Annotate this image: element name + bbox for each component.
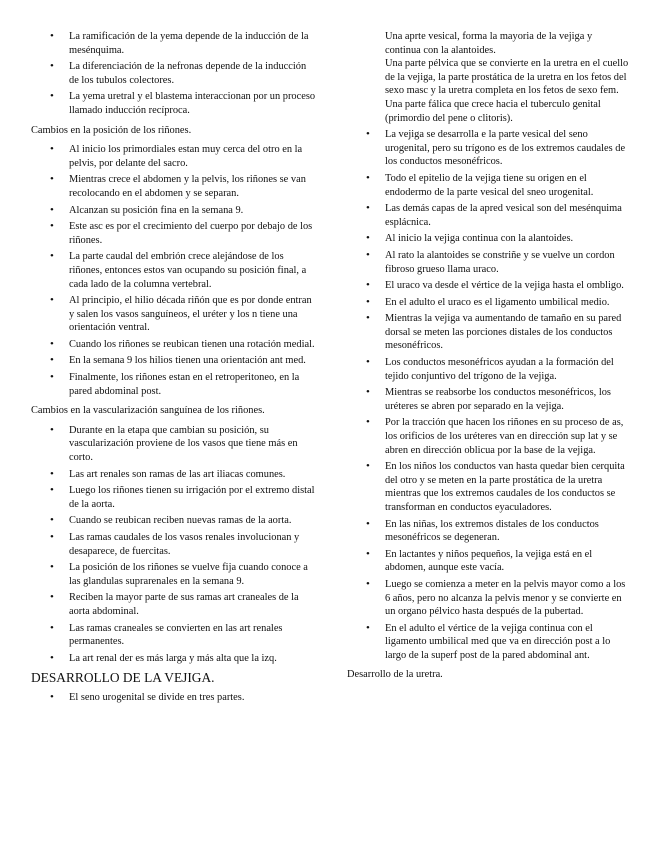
list-item: • Mientras crece el abdomen y la pelvis, los riñones se van recolocando en el abdomen y se separan. — [50, 173, 306, 199]
list-item: • La diferenciación de la nefronas depende de la inducción de los tubulos colectores. — [50, 60, 307, 86]
section-heading-vascularizacion: Cambios en la vascularización sanguínea de los riñones. — [31, 405, 265, 417]
list-item: • Al rato la alantoides se constriñe y se vuelve un cordon fibroso grueso llama uraco. — [366, 248, 615, 275]
list-item: • La art renal der es más larga y más alta que la izq. — [50, 651, 277, 664]
list-item: • La vejiga se desarrolla e la parte vesical del seno urogenital, pero su trígono es de los extremos caudales de los conductos mesonéfricos. — [366, 128, 626, 168]
sub-paragraph: Una parte pélvica que se convierte en la uretra en el cuello de la vejiga, la parte prostática de la uretra en los fetos del sexo masc y la uretra completa en los fetos de sexo fem. — [385, 58, 629, 97]
sub-paragraph: Una parte fálica que crece hacia el tuberculo genital (primordio del pene o clitoris). — [385, 98, 601, 124]
vejiga-list — [31, 691, 317, 705]
list-item: • Al inicio los primordiales estan muy cerca del otro en la pelvis, por delante del sacro. — [50, 143, 303, 169]
section-heading-vejiga: DESARROLLO DE LA VEJIGA. — [31, 670, 215, 686]
list-item: • Las art renales son ramas de las art iliacas comunes. — [50, 467, 286, 480]
posicion-list — [31, 143, 317, 398]
list-item: • En las niñas, los extremos distales de los conductos mesonéfricos se degeneran. — [366, 517, 599, 544]
list-item: • Al principio, el hilio década riñón que es por donde entran y salen los vasos sanguíneos, el uréter y los n tiene una orientación ventral. — [50, 294, 312, 334]
list-item: • Luego los riñones tienen su irrigación por el extremo distal de la aorta. — [50, 484, 315, 510]
list-item: • La posición de los riñones se vuelve fija cuando conoce a las glandulas suprarenales en la semana 9. — [50, 561, 308, 587]
list-item: • Este asc es por el crecimiento del cuerpo por debajo de los riñones. — [50, 220, 313, 246]
list-item: • En lactantes y niños pequeños, la vejiga está en el abdomen, aunque este vacía. — [366, 547, 593, 574]
list-item: • Todo el epitelio de la vejiga tiene su origen en el endodermo de la parte vesical del sneo urogenital. — [366, 171, 594, 198]
list-item: • Las demás capas de la apred vesical son del mesénquima esplácnica. — [366, 202, 622, 228]
list-item: • En el adulto el vértice de la vejiga continua con el ligamento umbilical med que va en dirección post a lo largo de la superf post de la pared abdominal ant. — [366, 621, 611, 661]
list-item: • Mientras se reabsorbe los conductos mesonéfricos, los uréteres se abren por separado en la vejiga. — [366, 386, 611, 412]
list-item: • Cuando los riñones se reubican tienen una rotación medial. — [50, 337, 315, 350]
left-column — [31, 30, 317, 708]
list-item: • El seno urogenital se divide en tres partes. — [50, 690, 245, 703]
list-item: • Durante en la etapa que cambian su posición, su vascularización proviene de los vasos que tiene más en corto. — [50, 423, 298, 464]
vascular-list — [31, 424, 317, 666]
section-heading-uretra: Desarrollo de la uretra. — [347, 668, 443, 680]
list-item: • Cuando se reubican reciben nuevas ramas de la aorta. — [50, 514, 292, 527]
list-item: • En el adulto el uraco es el ligamento umbilical medio. — [366, 295, 610, 308]
list-item: • Finalmente, los riñones estan en el retroperitoneo, en la pared abdominal post. — [50, 371, 300, 397]
list-item: • Mientras la vejiga va aumentando de tamaño en su pared dorsal se meten las porciones distales de los conductos mesonéfricos. — [366, 312, 622, 352]
list-item: • En la semana 9 los hilios tienen una orientación ant med. — [50, 354, 306, 367]
list-item: • Los conductos mesonéfricos ayudan a la formación del tejido conjuntivo del trígono de la vejiga. — [366, 356, 614, 382]
list-item: • Al inicio la vejiga continua con la alantoides. — [366, 232, 574, 245]
intro-list — [31, 30, 317, 118]
list-item: • Reciben la mayor parte de sus ramas art craneales de la aorta abdominal. — [50, 591, 299, 617]
list-item: • La parte caudal del embrión crece alejándose de los riñones, entonces estos van ocupando su posición final, a cada lado de la columna vertebral. — [50, 250, 307, 290]
list-item: • En los niños los conductos van hasta quedar bien cerquita del otro y se meten en la parte prostática de la uretra mientras que los extremos caudales de los conductos se transforman en conductos eyaculadores. — [366, 460, 625, 513]
vejiga-detail-list — [347, 128, 629, 662]
list-item: • Las ramas craneales se convierten en las art renales permanentes. — [50, 621, 283, 648]
list-item: • Las ramas caudales de los vasos renales involucionan y desaparece, de fuercitas. — [50, 531, 300, 557]
list-item: • La yema uretral y el blastema interaccionan por un proceso llamado inducción recíproca. — [50, 90, 316, 116]
right-column — [347, 30, 629, 687]
section-heading-posicion: Cambios en la posición de los riñones. — [31, 124, 192, 136]
list-item: • Por la tracción que hacen los riñones en su proceso de as, los orificios de los uréteres van en dirección sup lat y se abren en dirección oblicua por la base de la vejiga. — [366, 416, 624, 456]
list-item: • El uraco va desde el vértice de la vejiga hasta el ombligo. — [366, 279, 624, 292]
list-item: • Luego se comienza a meter en la pelvis mayor como a los 6 años, pero no alcanza la pelvis menor y se convierte en un organo pélvico hasta después de la pubertad. — [366, 577, 626, 618]
list-item: • La ramificación de la yema depende de la inducción de la mesénquima. — [50, 30, 309, 56]
sub-paragraph: Una aprte vesical, forma la mayoria de la vejiga y continua con la alantoides. — [385, 31, 593, 56]
list-item: • Alcanzan su posición fina en la semana 9. — [50, 203, 244, 216]
